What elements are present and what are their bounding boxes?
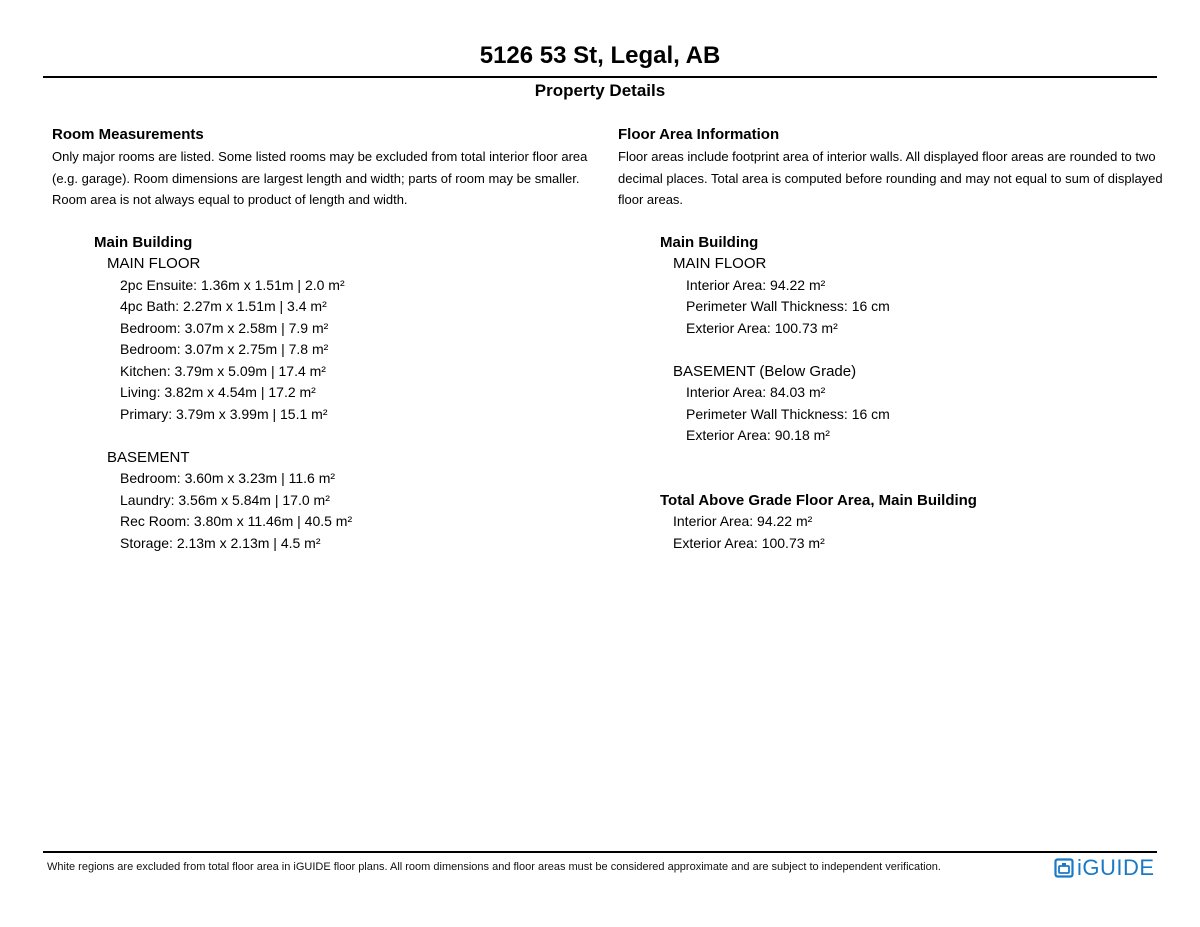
room-item: Bedroom: 3.07m x 2.75m | 7.8 m² <box>120 341 329 357</box>
room-item: Bedroom: 3.07m x 2.58m | 7.9 m² <box>120 319 329 336</box>
description-line: (e.g. garage). Room dimensions are largest length and width; parts of room may be smaller. <box>52 170 580 186</box>
room-building-block <box>94 232 592 555</box>
floor-basement <box>107 447 592 555</box>
floor-area-heading: Floor Area Information <box>618 126 780 143</box>
room-item: Laundry: 3.56m x 5.84m | 17.0 m² <box>120 491 330 508</box>
area-item: Perimeter Wall Thickness: 16 cm <box>686 405 890 422</box>
floor-name: MAIN FLOOR <box>107 255 201 272</box>
area-item: Exterior Area: 90.18 m² <box>686 427 830 443</box>
header-divider <box>43 76 1157 78</box>
building-name: Main Building <box>660 233 759 251</box>
room-item: Storage: 2.13m x 2.13m | 4.5 m² <box>120 534 321 551</box>
room-item: Rec Room: 3.80m x 11.46m | 40.5 m² <box>120 513 353 529</box>
description-line: Room area is not always equal to product of length and width. <box>52 192 408 207</box>
footer-divider <box>43 851 1157 853</box>
room-item: Living: 3.82m x 4.54m | 17.2 m² <box>120 384 316 400</box>
floor-area-section <box>618 124 1163 554</box>
description-line: decimal places. Total area is computed before rounding and may not equal to sum of displayed <box>618 170 1163 186</box>
total-area-item: Exterior Area: 100.73 m² <box>673 534 825 551</box>
description-line: Floor areas include footprint area of interior walls. All displayed floor areas are rounded to two <box>618 149 1156 164</box>
floor-name: MAIN FLOOR <box>673 255 767 272</box>
floor-name: BASEMENT <box>107 448 190 466</box>
room-measurements-heading: Room Measurements <box>52 126 204 143</box>
total-area-block <box>660 490 1163 555</box>
room-item: Kitchen: 3.79m x 5.09m | 17.4 m² <box>120 362 326 379</box>
area-floor-basement <box>673 361 1163 447</box>
area-item: Interior Area: 84.03 m² <box>686 384 826 400</box>
room-measurements-section <box>52 124 592 554</box>
floor-main <box>107 253 592 425</box>
room-measurements-description <box>52 146 592 211</box>
area-building-block <box>660 232 1163 447</box>
room-item: Bedroom: 3.60m x 3.23m | 11.6 m² <box>120 470 336 486</box>
logo-text: iGUIDE <box>1077 855 1155 880</box>
area-item: Exterior Area: 100.73 m² <box>686 319 838 336</box>
room-item: Primary: 3.79m x 3.99m | 15.1 m² <box>120 405 328 422</box>
page-subtitle: Property Details <box>534 81 666 100</box>
floor-name: BASEMENT (Below Grade) <box>673 362 857 380</box>
building-name: Main Building <box>94 233 193 251</box>
room-item: 2pc Ensuite: 1.36m x 1.51m | 2.0 m² <box>120 276 345 293</box>
total-area-item: Interior Area: 94.22 m² <box>673 513 813 529</box>
room-item: 4pc Bath: 2.27m x 1.51m | 3.4 m² <box>120 298 327 314</box>
footer-disclaimer: White regions are excluded from total floor area in iGUIDE floor plans. All room dimensions and floor areas must be considered approximate and are subject to independent verification. <box>47 861 941 873</box>
area-floor-main <box>673 253 1163 339</box>
description-line: floor areas. <box>618 192 684 207</box>
page-title: 5126 53 St, Legal, AB <box>479 42 721 69</box>
area-item: Perimeter Wall Thickness: 16 cm <box>686 298 890 314</box>
iguide-logo <box>1054 855 1155 881</box>
area-item: Interior Area: 94.22 m² <box>686 276 826 293</box>
floor-area-description <box>618 146 1163 211</box>
description-line: Only major rooms are listed. Some listed rooms may be excluded from total interior floor area <box>52 149 588 164</box>
total-area-heading: Total Above Grade Floor Area, Main Building <box>660 491 977 509</box>
iguide-logo-icon <box>1054 858 1074 878</box>
